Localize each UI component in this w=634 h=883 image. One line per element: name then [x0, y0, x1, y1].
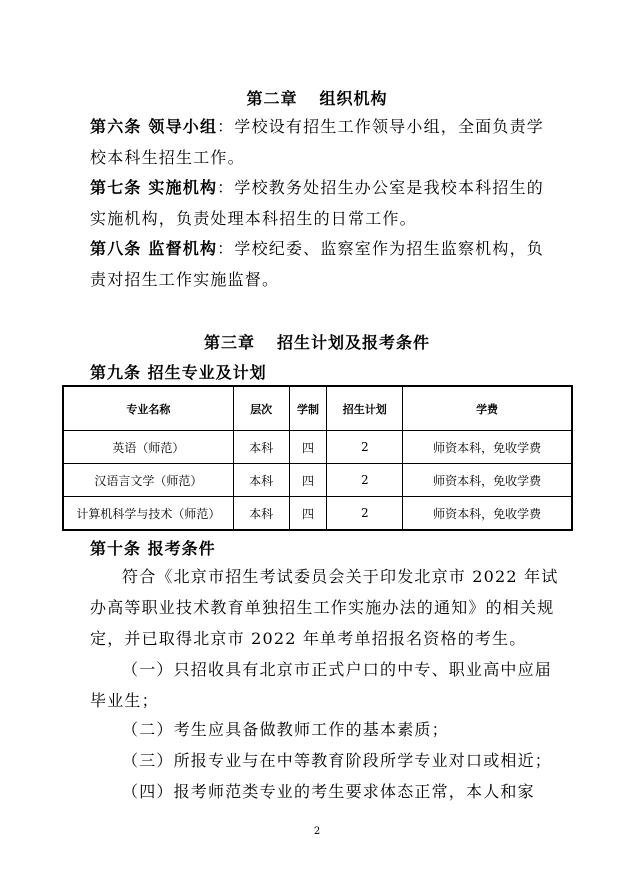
- header-major: 专业名称: [63, 386, 233, 431]
- cell-duration: 四: [289, 431, 327, 464]
- article-10-intro: 符合《北京市招生考试委员会关于印发北京市 2022 年试办高等职业技术教育单独招生工作实施办法的通知》的相关规定，并已取得北京市 2022 年单考单招报名资格的考生。: [90, 567, 559, 648]
- cell-major: 英语（师范）: [63, 431, 233, 464]
- table-row: [63, 431, 572, 464]
- header-level: 层次: [233, 386, 289, 431]
- cell-tuition: 师资本科，免收学费: [403, 464, 572, 497]
- cell-quota: 2: [327, 431, 403, 464]
- header-tuition: 学费: [403, 386, 572, 431]
- article-7-text: ：学校教务处招生办公室是我校本科招生的实施机构，负责处理本科招生的日常工作。: [90, 178, 544, 228]
- chapter-3-heading: [0, 330, 634, 353]
- table-row: [63, 464, 572, 497]
- article-10-item-1: （一）只招收具有北京市正式户口的中专、职业高中应届毕业生；: [90, 660, 553, 710]
- enrollment-plan-table: [62, 385, 573, 531]
- article-8-text: ：学校纪委、监察室作为招生监察机构，负责对招生工作实施监督。: [90, 239, 544, 289]
- cell-major: 计算机科学与技术（师范）: [63, 497, 233, 531]
- article-10-item-2: （二）考生应具备做教师工作的基本素质；: [122, 720, 449, 739]
- article-8: [90, 233, 560, 295]
- header-quota: 招生计划: [327, 386, 403, 431]
- article-7: [90, 172, 560, 234]
- cell-tuition: 师资本科，免收学费: [403, 497, 572, 531]
- article-6-label: 第六条 领导小组: [90, 117, 218, 136]
- table-header-row: [63, 386, 572, 431]
- article-7-label: 第七条 实施机构: [90, 178, 218, 197]
- chapter-number: 第三章: [203, 333, 255, 352]
- article-8-label: 第八条 监督机构: [90, 239, 218, 258]
- cell-duration: 四: [289, 464, 327, 497]
- article-9-title: 第九条 招生专业及计划: [90, 363, 267, 382]
- cell-tuition: 师资本科，免收学费: [403, 431, 572, 464]
- cell-level: 本科: [233, 464, 289, 497]
- cell-level: 本科: [233, 431, 289, 464]
- article-10-item-3: （三）所报专业与在中等教育阶段所学专业对口或相近；: [122, 751, 553, 770]
- article-6-text: ：学校设有招生工作领导小组，全面负责学校本科生招生工作。: [90, 117, 544, 167]
- table-row: [63, 497, 572, 531]
- cell-level: 本科: [233, 497, 289, 531]
- article-10-title: 第十条 报考条件: [90, 539, 216, 558]
- chapter-title: 招生计划及报考条件: [277, 333, 431, 352]
- cell-quota: 2: [327, 464, 403, 497]
- header-duration: 学制: [289, 386, 327, 431]
- chapter-2-heading: [0, 86, 634, 109]
- article-10-item-4: （四）报考师范类专业的考生要求体态正常，本人和家: [122, 782, 535, 801]
- cell-duration: 四: [289, 497, 327, 531]
- page-number: 2: [313, 826, 321, 837]
- chapter-title: 组织机构: [319, 89, 388, 108]
- chapter-number: 第二章: [246, 89, 298, 108]
- cell-major: 汉语言文学（师范）: [63, 464, 233, 497]
- article-6: [90, 111, 560, 173]
- cell-quota: 2: [327, 497, 403, 531]
